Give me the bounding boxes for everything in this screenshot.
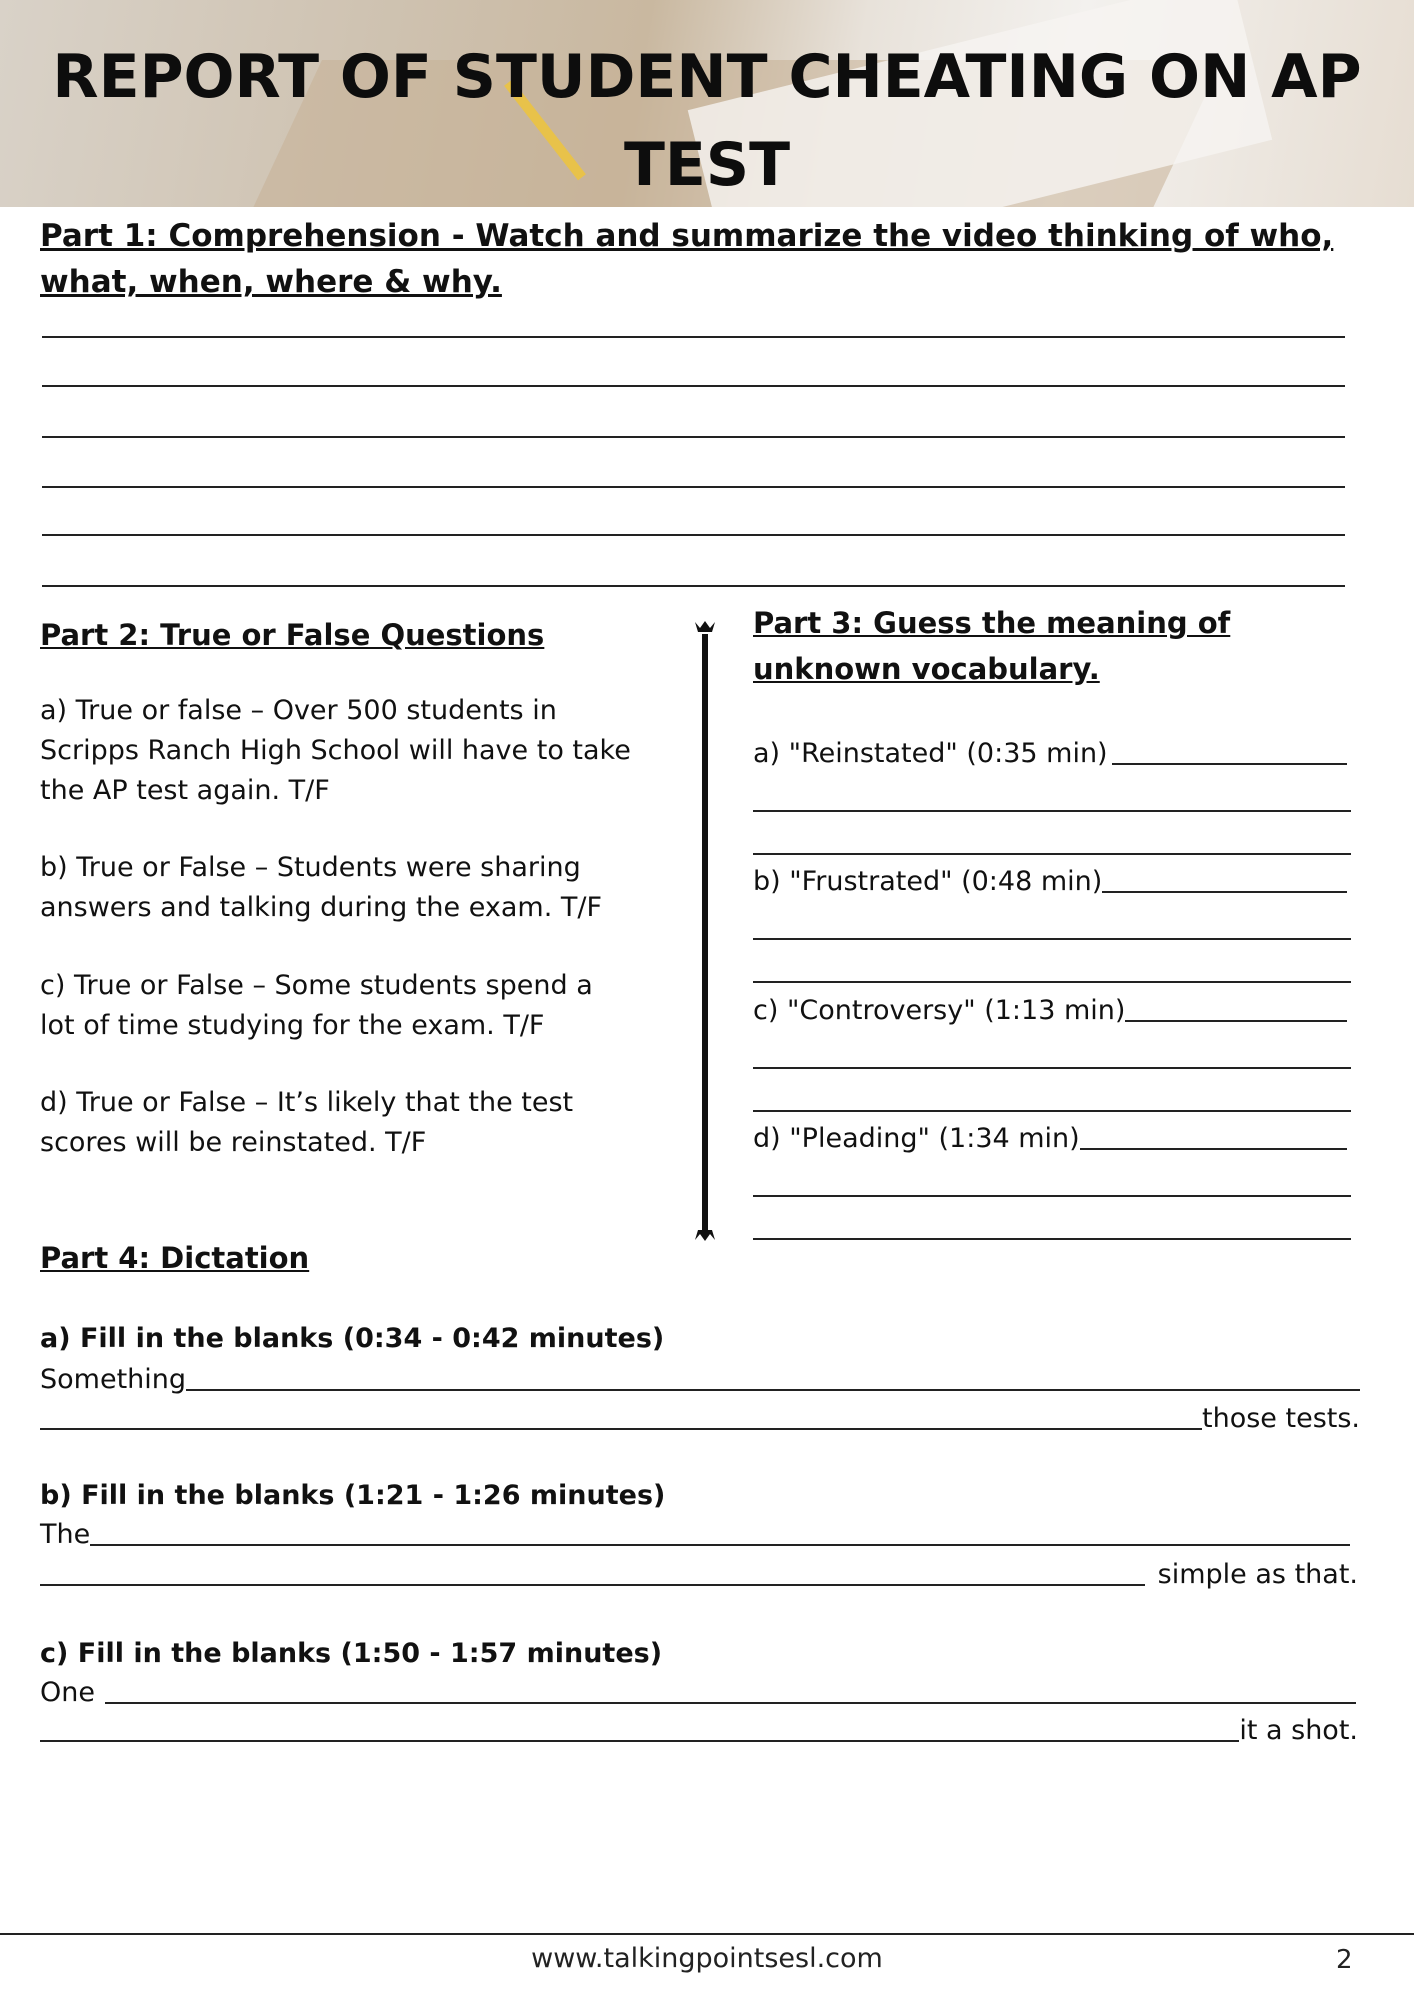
answer-line[interactable]: [753, 938, 1351, 940]
answer-blank[interactable]: [186, 1389, 1360, 1391]
dictation-end: simple as that.: [1149, 1559, 1358, 1590]
answer-blank[interactable]: [40, 1428, 1202, 1430]
page-number: 2: [1336, 1945, 1353, 1975]
question-line: the AP test again. T/F: [40, 775, 330, 806]
dictation-a-line1[interactable]: [40, 1363, 1360, 1397]
answer-line[interactable]: [42, 436, 1345, 438]
dictation-c-title: c) Fill in the blanks (1:50 - 1:57 minutes): [40, 1638, 663, 1669]
answer-blank[interactable]: [105, 1702, 1356, 1704]
answer-blank[interactable]: [90, 1544, 1350, 1546]
vocab-label: b) "Frustrated" (0:48 min): [753, 866, 1103, 897]
answer-line[interactable]: [753, 810, 1351, 812]
answer-line[interactable]: [753, 1195, 1351, 1197]
answer-line[interactable]: [753, 1110, 1351, 1112]
header-banner: [0, 0, 1414, 207]
answer-line[interactable]: [42, 486, 1345, 488]
dictation-end: it a shot.: [1239, 1715, 1358, 1746]
dictation-b-line1[interactable]: [40, 1518, 1350, 1552]
answer-line[interactable]: [42, 585, 1345, 587]
question-line: b) True or False – Students were sharing: [40, 852, 581, 883]
vocab-label: d) "Pleading" (1:34 min): [753, 1123, 1080, 1154]
page-title-line1: REPORT OF STUDENT CHEATING ON AP: [52, 42, 1362, 112]
tf-question-c: [40, 966, 593, 1046]
answer-blank[interactable]: [40, 1740, 1239, 1742]
answer-blank[interactable]: [1112, 763, 1347, 765]
dictation-start: One: [40, 1677, 95, 1708]
vocab-item-a[interactable]: [753, 737, 1351, 771]
answer-line[interactable]: [42, 336, 1345, 338]
question-line: scores will be reinstated. T/F: [40, 1127, 427, 1158]
page-title-line2: TEST: [623, 130, 791, 200]
tf-question-b: [40, 848, 602, 928]
answer-line[interactable]: [753, 1238, 1351, 1240]
answer-blank[interactable]: [40, 1584, 1145, 1586]
vocab-label: a) "Reinstated" (0:35 min): [753, 738, 1108, 769]
question-line: d) True or False – It’s likely that the test: [40, 1087, 574, 1118]
answer-blank[interactable]: [1080, 1148, 1347, 1150]
tf-question-d: [40, 1083, 573, 1163]
dictation-b-title: b) Fill in the blanks (1:21 - 1:26 minutes): [40, 1480, 666, 1511]
answer-blank[interactable]: [1125, 1020, 1347, 1022]
dictation-start: Something: [40, 1364, 187, 1395]
dictation-c-line1[interactable]: [40, 1676, 1356, 1710]
question-line: c) True or False – Some students spend a: [40, 970, 593, 1001]
dictation-b-line2[interactable]: [40, 1558, 1358, 1592]
vocab-item-d[interactable]: [753, 1122, 1351, 1156]
footer-url[interactable]: www.talkingpointsesl.com: [531, 1943, 883, 1974]
dictation-end: those tests.: [1202, 1403, 1360, 1434]
dictation-a-line2[interactable]: [40, 1402, 1360, 1436]
part1-heading-line2: what, when, where & why.: [40, 264, 502, 300]
answer-blank[interactable]: [1102, 891, 1347, 893]
answer-line[interactable]: [753, 1067, 1351, 1069]
vocab-item-c[interactable]: [753, 994, 1351, 1028]
question-line: lot of time studying for the exam. T/F: [40, 1010, 545, 1041]
dictation-start: The: [40, 1519, 91, 1550]
column-divider: [690, 618, 720, 1244]
tf-question-a: [40, 691, 631, 811]
part3-heading-line2: unknown vocabulary.: [753, 652, 1100, 686]
question-line: Scripps Ranch High School will have to take: [40, 735, 631, 766]
footer-divider: [0, 1933, 1414, 1935]
question-line: a) True or false – Over 500 students in: [40, 695, 557, 726]
vocab-item-b[interactable]: [753, 865, 1351, 899]
answer-line[interactable]: [42, 534, 1345, 536]
question-line: answers and talking during the exam. T/F: [40, 892, 602, 923]
dictation-a-title: a) Fill in the blanks (0:34 - 0:42 minutes): [40, 1323, 665, 1354]
part2-heading: Part 2: True or False Questions: [40, 618, 545, 652]
part1-heading-line1: Part 1: Comprehension - Watch and summarize the video thinking of who,: [40, 218, 1334, 254]
part4-heading: Part 4: Dictation: [40, 1241, 310, 1275]
part3-heading-line1: Part 3: Guess the meaning of: [753, 606, 1231, 640]
dictation-c-line2[interactable]: [40, 1714, 1358, 1748]
answer-line[interactable]: [42, 385, 1345, 387]
answer-line[interactable]: [753, 853, 1351, 855]
vocab-label: c) "Controversy" (1:13 min): [753, 995, 1126, 1026]
answer-line[interactable]: [753, 981, 1351, 983]
